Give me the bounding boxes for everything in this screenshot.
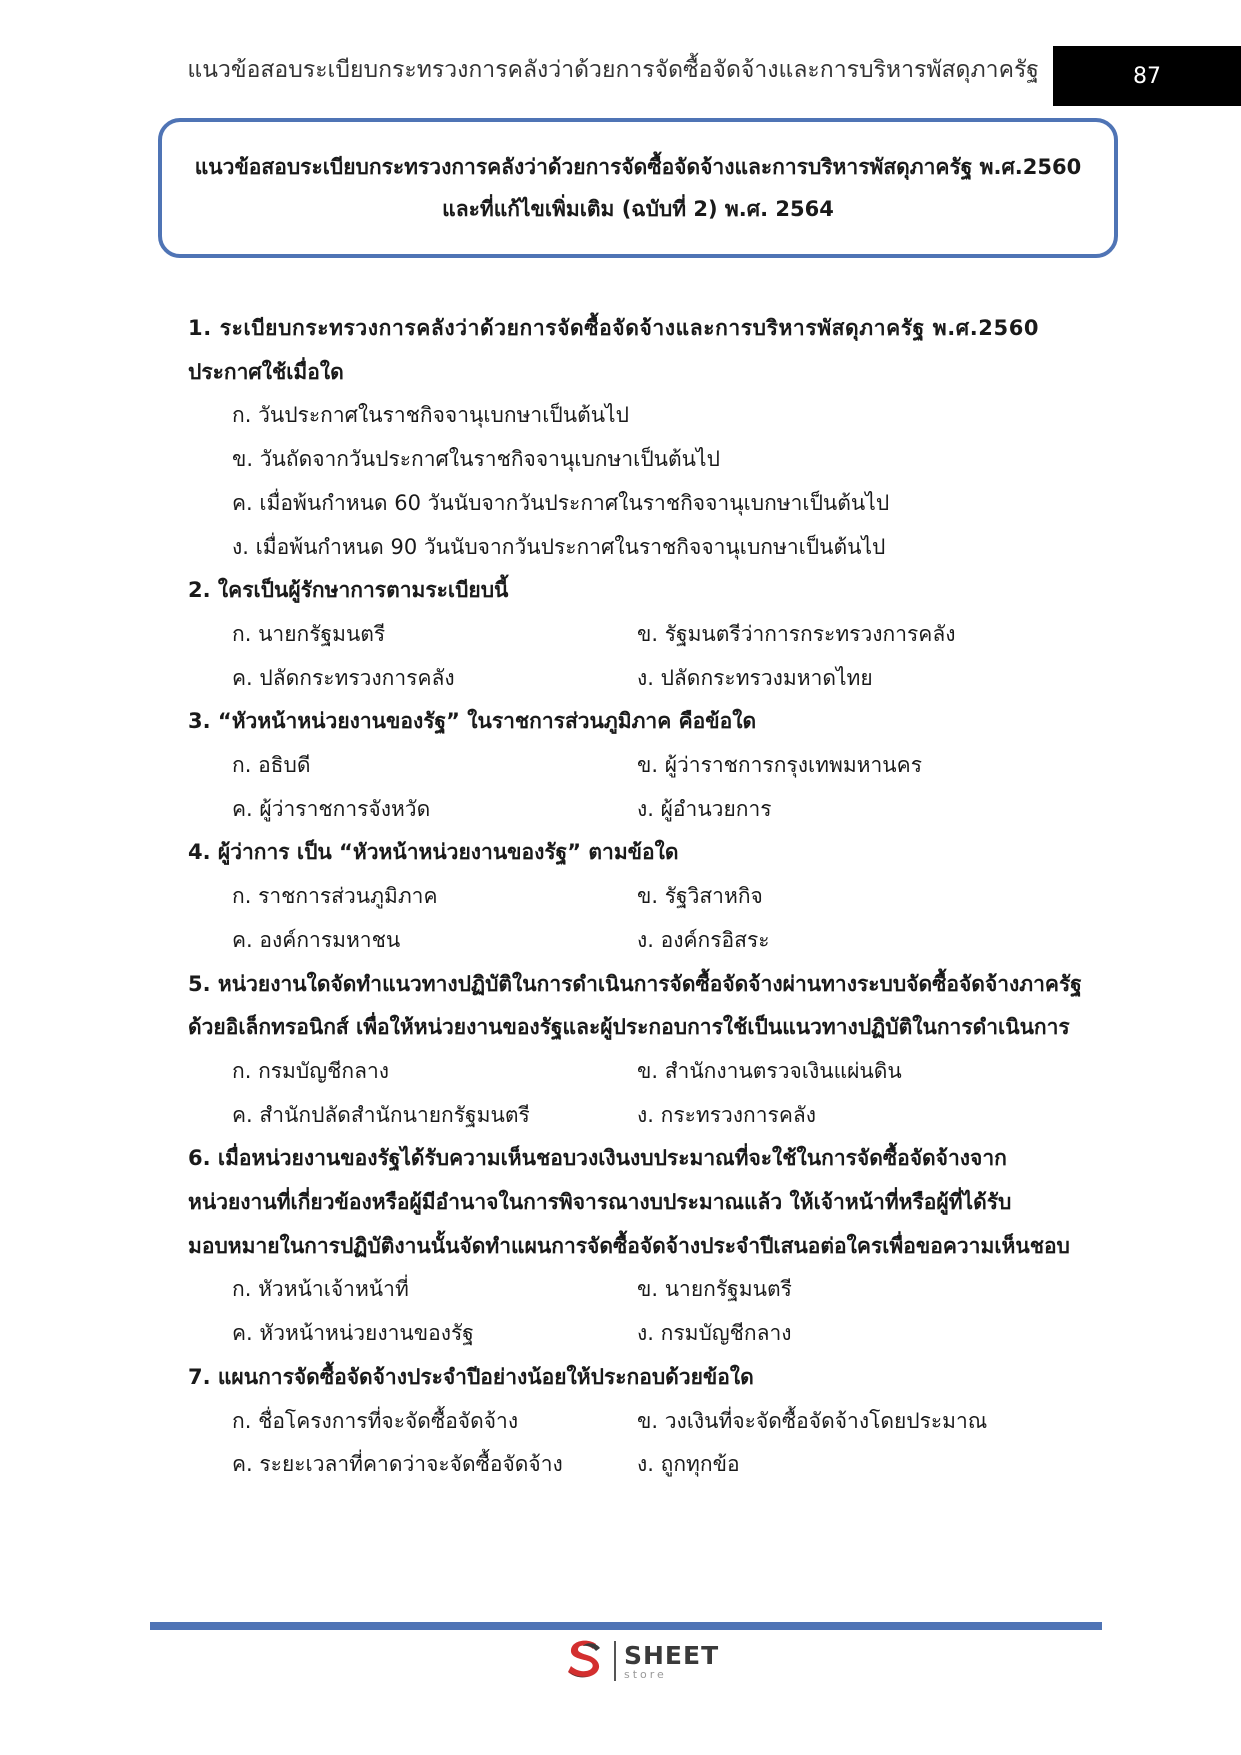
option-d: ง. ปลัดกระทรวงมหาดไทย [637, 665, 873, 690]
option-c: ค. เมื่อพ้นกำหนด 60 วันนับจากวันประกาศในราชกิจจานุเบกษาเป็นต้นไป [232, 490, 890, 515]
question-text: ด้วยอิเล็กทรอนิกส์ เพื่อให้หน่วยงานของรัฐและผู้ประกอบการใช้เป็นแนวทางปฏิบัติในการดำเนินการ [188, 1015, 1070, 1040]
option-b: ข. วันถัดจากวันประกาศในราชกิจจานุเบกษาเป็นต้นไป [232, 447, 720, 472]
question-text: หน่วยงานที่เกี่ยวข้องหรือผู้มีอำนาจในการพิจารณางบประมาณแล้ว ให้เจ้าหน้าที่หรือผู้ที่ได้รับ [188, 1190, 1012, 1215]
option-c: ค. ปลัดกระทรวงการคลัง [232, 665, 455, 690]
option-c: ค. หัวหน้าหน่วยงานของรัฐ [232, 1321, 474, 1346]
logo-subtext: store [624, 1667, 667, 1681]
question-text: 3. “หัวหน้าหน่วยงานของรัฐ” ในราชการส่วนภูมิภาค คือข้อใด [188, 709, 757, 734]
title-box [158, 118, 1118, 258]
question-text: 1. ระเบียบกระทรวงการคลังว่าด้วยการจัดซื้อจัดจ้างและการบริหารพัสดุภาครัฐ พ.ศ.2560 [188, 316, 1040, 340]
question-6 [188, 1137, 1088, 1356]
question-text: 2. ใครเป็นผู้รักษาการตามระเบียบนี้ [188, 578, 509, 603]
option-c: ค. องค์การมหาชน [232, 927, 401, 952]
option-d: ง. องค์กรอิสระ [637, 927, 770, 952]
question-text: มอบหมายในการปฏิบัติงานนั้นจัดทำแผนการจัดซื้อจัดจ้างประจำปีเสนอต่อใครเพื่อขอความเห็นชอบ [188, 1233, 1070, 1258]
option-a: ก. อธิบดี [232, 753, 311, 778]
question-5 [188, 963, 1088, 1138]
option-a: ก. ชื่อโครงการที่จะจัดซื้อจัดจ้าง [232, 1408, 519, 1433]
sheet-store-logo [562, 1637, 719, 1685]
question-text: 4. ผู้ว่าการ เป็น “หัวหน้าหน่วยงานของรัฐ” ตามข้อใด [188, 840, 679, 865]
question-text: 7. แผนการจัดซื้อจัดจ้างประจำปีอย่างน้อยให้ประกอบด้วยข้อใด [188, 1364, 754, 1389]
option-b: ข. วงเงินที่จะจัดซื้อจัดจ้างโดยประมาณ [637, 1408, 988, 1433]
question-text: ประกาศใช้เมื่อใด [188, 359, 344, 384]
option-b: ข. ผู้ว่าราชการกรุงเทพมหานคร [637, 753, 922, 778]
sheet-logo-icon [562, 1636, 608, 1686]
option-b: ข. สำนักงานตรวจเงินแผ่นดิน [637, 1058, 902, 1083]
question-3 [188, 700, 1088, 831]
option-a: ก. วันประกาศในราชกิจจานุเบกษาเป็นต้นไป [232, 403, 629, 428]
option-a: ก. ราชการส่วนภูมิภาค [232, 884, 438, 909]
option-d: ง. กระทรวงการคลัง [637, 1102, 817, 1127]
question-text: 6. เมื่อหน่วยงานของรัฐได้รับความเห็นชอบวงเงินงบประมาณที่จะใช้ในการจัดซื้อจัดจ้างจาก [188, 1146, 1007, 1171]
option-a: ก. กรมบัญชีกลาง [232, 1058, 390, 1083]
option-b: ข. รัฐมนตรีว่าการกระทรวงการคลัง [637, 621, 956, 646]
title-line-2: และที่แก้ไขเพิ่มเติม (ฉบับที่ 2) พ.ศ. 2564 [442, 197, 834, 221]
option-a: ก. นายกรัฐมนตรี [232, 621, 386, 646]
question-list [188, 307, 1088, 1487]
option-a: ก. หัวหน้าเจ้าหน้าที่ [232, 1277, 409, 1302]
question-4 [188, 831, 1088, 962]
question-1 [188, 307, 1088, 569]
logo-text: SHEET [624, 1640, 720, 1670]
option-c: ค. ผู้ว่าราชการจังหวัด [232, 796, 431, 821]
option-b: ข. นายกรัฐมนตรี [637, 1277, 792, 1302]
option-d: ง. กรมบัญชีกลาง [637, 1321, 792, 1346]
question-7 [188, 1356, 1088, 1487]
option-c: ค. สำนักปลัดสำนักนายกรัฐมนตรี [232, 1102, 530, 1127]
option-d: ง. ถูกทุกข้อ [637, 1452, 740, 1477]
header-title: แนวข้อสอบระเบียบกระทรวงการคลังว่าด้วยการจัดซื้อจัดจ้างและการบริหารพัสดุภาครัฐ [187, 57, 1039, 83]
option-c: ค. ระยะเวลาที่คาดว่าจะจัดซื้อจัดจ้าง [232, 1452, 563, 1477]
footer-divider [150, 1622, 1102, 1630]
title-line-1: แนวข้อสอบระเบียบกระทรวงการคลังว่าด้วยการจัดซื้อจัดจ้างและการบริหารพัสดุภาครัฐ พ.ศ.2560 [194, 155, 1082, 179]
option-d: ง. ผู้อำนวยการ [637, 796, 772, 821]
logo-separator [614, 1641, 616, 1681]
question-2 [188, 569, 1088, 700]
option-d: ง. เมื่อพ้นกำหนด 90 วันนับจากวันประกาศในราชกิจจานุเบกษาเป็นต้นไป [232, 534, 886, 559]
page-number: 87 [1053, 46, 1241, 106]
option-b: ข. รัฐวิสาหกิจ [637, 884, 763, 909]
question-text: 5. หน่วยงานใดจัดทำแนวทางปฏิบัติในการดำเนินการจัดซื้อจัดจ้างผ่านทางระบบจัดซื้อจัดจ้างภาครัฐ [188, 971, 1082, 996]
